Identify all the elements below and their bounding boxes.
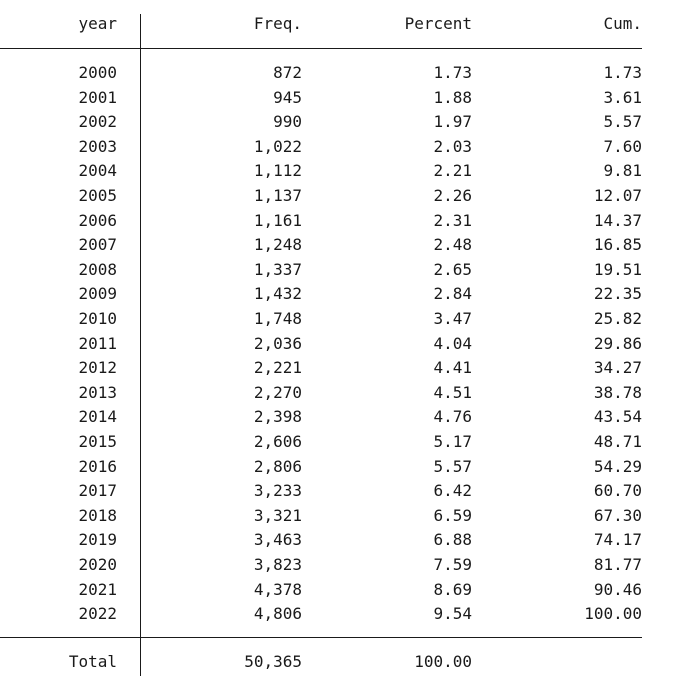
cell-year: 2004 bbox=[78, 161, 117, 180]
cell-percent: 4.51 bbox=[433, 383, 472, 402]
cell-year: 2014 bbox=[78, 407, 117, 426]
cell-year: 2002 bbox=[78, 112, 117, 131]
cell-freq: 4,378 bbox=[253, 580, 302, 599]
cell-year: 2009 bbox=[78, 284, 117, 303]
cell-percent: 4.04 bbox=[433, 334, 472, 353]
cell-freq: 1,337 bbox=[253, 260, 302, 279]
header-year: year bbox=[78, 14, 117, 33]
header-freq: Freq. bbox=[253, 14, 302, 33]
cell-percent: 4.76 bbox=[433, 407, 472, 426]
cell-percent: 3.47 bbox=[433, 309, 472, 328]
cell-cum: 48.71 bbox=[593, 432, 642, 451]
cell-freq: 3,233 bbox=[253, 481, 302, 500]
cell-cum: 7.60 bbox=[603, 137, 642, 156]
cell-year: 2012 bbox=[78, 358, 117, 377]
cell-percent: 2.21 bbox=[433, 161, 472, 180]
cell-freq: 945 bbox=[273, 88, 302, 107]
cell-percent: 2.48 bbox=[433, 235, 472, 254]
cell-cum: 29.86 bbox=[593, 334, 642, 353]
header-percent: Percent bbox=[404, 14, 472, 33]
cell-freq: 1,432 bbox=[253, 284, 302, 303]
cell-freq: 2,398 bbox=[253, 407, 302, 426]
cell-year: 2010 bbox=[78, 309, 117, 328]
cell-cum: 25.82 bbox=[593, 309, 642, 328]
cell-cum: 9.81 bbox=[603, 161, 642, 180]
cell-year: 2005 bbox=[78, 186, 117, 205]
cell-percent: 2.26 bbox=[433, 186, 472, 205]
cell-percent: 6.88 bbox=[433, 530, 472, 549]
cell-cum: 34.27 bbox=[593, 358, 642, 377]
cell-percent: 5.17 bbox=[433, 432, 472, 451]
cell-year: 2003 bbox=[78, 137, 117, 156]
cell-cum: 19.51 bbox=[593, 260, 642, 279]
total-freq: 50,365 bbox=[244, 652, 302, 671]
total-divider bbox=[0, 637, 642, 638]
cell-cum: 38.78 bbox=[593, 383, 642, 402]
cell-percent: 6.42 bbox=[433, 481, 472, 500]
cell-year: 2021 bbox=[78, 580, 117, 599]
cell-freq: 1,022 bbox=[253, 137, 302, 156]
cell-cum: 14.37 bbox=[593, 211, 642, 230]
header-divider bbox=[0, 48, 642, 49]
header-cum: Cum. bbox=[603, 14, 642, 33]
cell-year: 2008 bbox=[78, 260, 117, 279]
cell-freq: 1,248 bbox=[253, 235, 302, 254]
cell-year: 2007 bbox=[78, 235, 117, 254]
cell-cum: 67.30 bbox=[593, 506, 642, 525]
cell-cum: 43.54 bbox=[593, 407, 642, 426]
total-percent: 100.00 bbox=[414, 652, 472, 671]
cell-percent: 8.69 bbox=[433, 580, 472, 599]
cell-freq: 2,036 bbox=[253, 334, 302, 353]
cell-percent: 7.59 bbox=[433, 555, 472, 574]
cell-percent: 6.59 bbox=[433, 506, 472, 525]
cell-freq: 3,823 bbox=[253, 555, 302, 574]
cell-freq: 1,161 bbox=[253, 211, 302, 230]
cell-year: 2022 bbox=[78, 604, 117, 623]
cell-cum: 74.17 bbox=[593, 530, 642, 549]
total-label: Total bbox=[68, 652, 117, 671]
cell-year: 2006 bbox=[78, 211, 117, 230]
cell-freq: 1,137 bbox=[253, 186, 302, 205]
cell-cum: 22.35 bbox=[593, 284, 642, 303]
cell-freq: 2,606 bbox=[253, 432, 302, 451]
cell-freq: 3,321 bbox=[253, 506, 302, 525]
cell-freq: 872 bbox=[273, 63, 302, 82]
cell-cum: 81.77 bbox=[593, 555, 642, 574]
cell-freq: 1,112 bbox=[253, 161, 302, 180]
cell-cum: 12.07 bbox=[593, 186, 642, 205]
cell-percent: 2.03 bbox=[433, 137, 472, 156]
cell-year: 2020 bbox=[78, 555, 117, 574]
cell-percent: 5.57 bbox=[433, 457, 472, 476]
cell-percent: 1.97 bbox=[433, 112, 472, 131]
cell-percent: 2.65 bbox=[433, 260, 472, 279]
cell-year: 2015 bbox=[78, 432, 117, 451]
cell-freq: 2,221 bbox=[253, 358, 302, 377]
cell-year: 2017 bbox=[78, 481, 117, 500]
cell-cum: 54.29 bbox=[593, 457, 642, 476]
cell-percent: 1.73 bbox=[433, 63, 472, 82]
cell-percent: 9.54 bbox=[433, 604, 472, 623]
cell-percent: 1.88 bbox=[433, 88, 472, 107]
cell-year: 2019 bbox=[78, 530, 117, 549]
cell-percent: 2.31 bbox=[433, 211, 472, 230]
cell-cum: 16.85 bbox=[593, 235, 642, 254]
cell-year: 2000 bbox=[78, 63, 117, 82]
cell-freq: 2,270 bbox=[253, 383, 302, 402]
cell-year: 2011 bbox=[78, 334, 117, 353]
cell-freq: 4,806 bbox=[253, 604, 302, 623]
cell-year: 2013 bbox=[78, 383, 117, 402]
cell-year: 2016 bbox=[78, 457, 117, 476]
cell-cum: 1.73 bbox=[603, 63, 642, 82]
cell-cum: 90.46 bbox=[593, 580, 642, 599]
cell-cum: 100.00 bbox=[584, 604, 642, 623]
cell-percent: 2.84 bbox=[433, 284, 472, 303]
column-divider bbox=[140, 14, 141, 676]
cell-cum: 3.61 bbox=[603, 88, 642, 107]
cell-percent: 4.41 bbox=[433, 358, 472, 377]
cell-cum: 60.70 bbox=[593, 481, 642, 500]
cell-freq: 3,463 bbox=[253, 530, 302, 549]
cell-cum: 5.57 bbox=[603, 112, 642, 131]
cell-year: 2001 bbox=[78, 88, 117, 107]
cell-year: 2018 bbox=[78, 506, 117, 525]
cell-freq: 2,806 bbox=[253, 457, 302, 476]
cell-freq: 1,748 bbox=[253, 309, 302, 328]
cell-freq: 990 bbox=[273, 112, 302, 131]
